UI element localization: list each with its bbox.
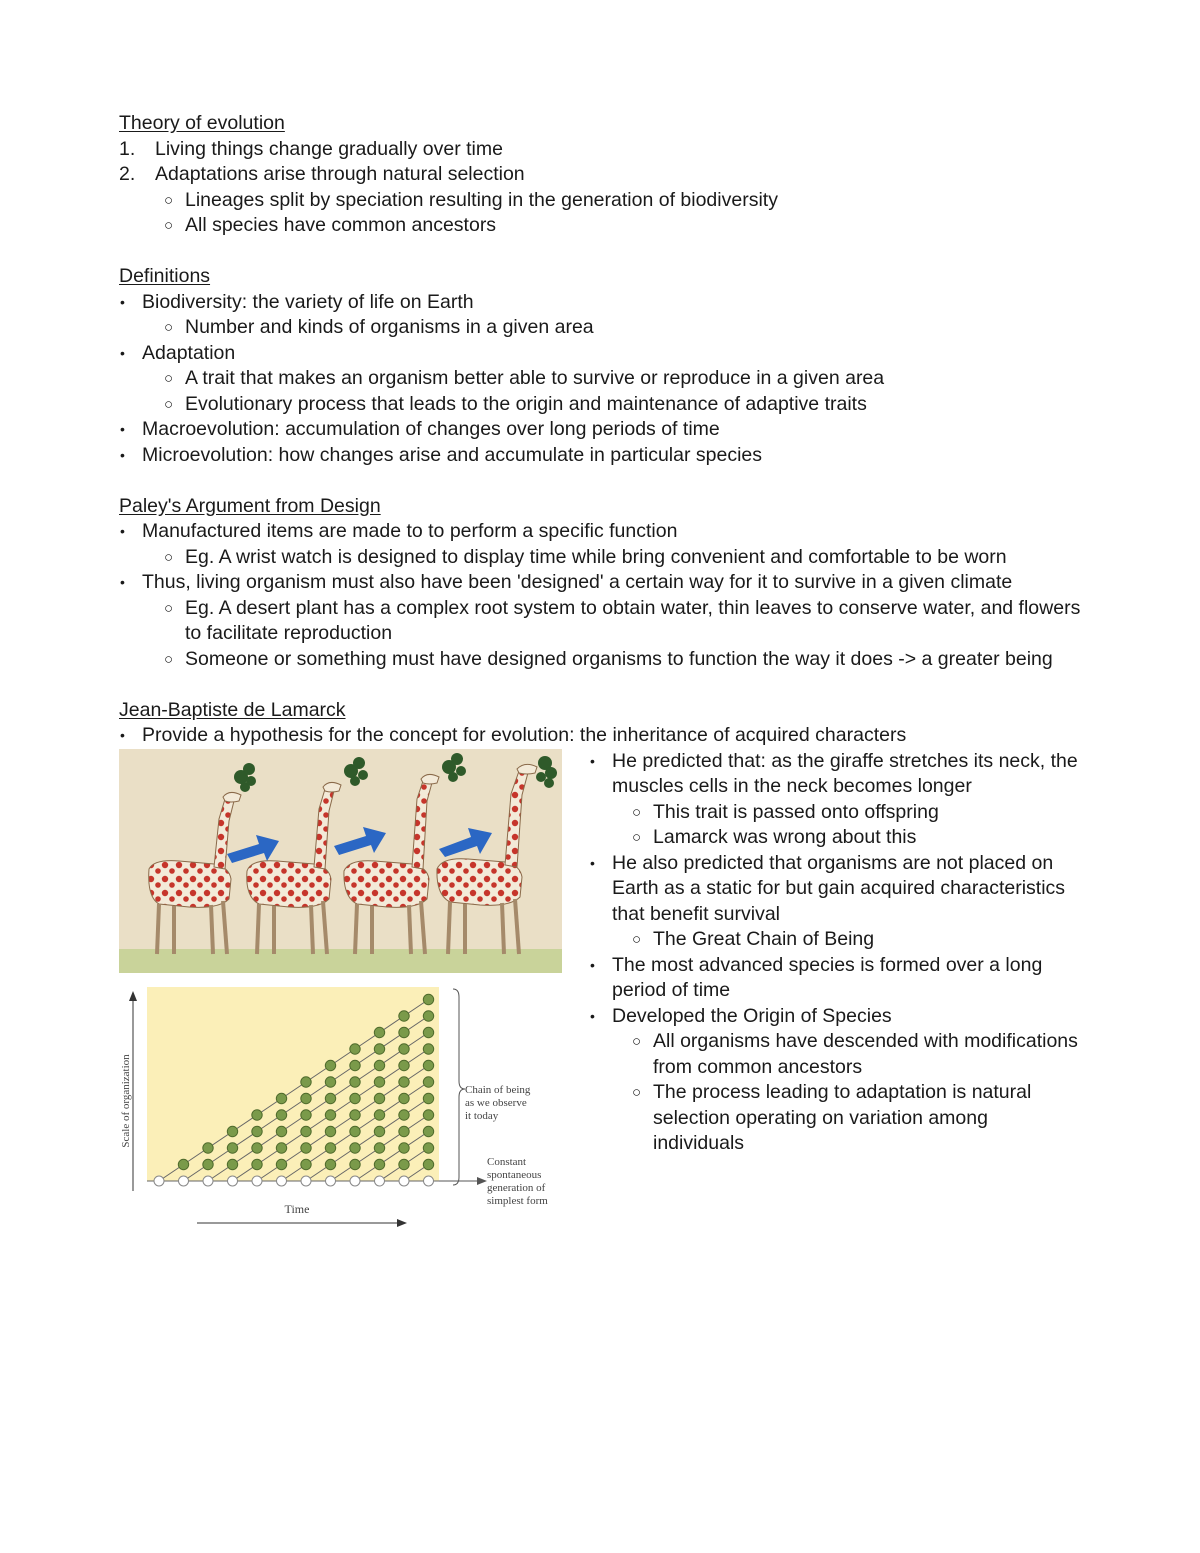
chain-node [227, 1142, 237, 1152]
chain-node [423, 1159, 433, 1169]
sub-item-text: All organisms have descended with modifications from common ancestors [653, 1030, 1078, 1078]
sub-item-text: Someone or something must have designed organisms to function the way it does -> a greater being [185, 647, 1053, 670]
chain-node [399, 1060, 409, 1070]
sub-item [164, 545, 1089, 571]
chain-node [203, 1176, 213, 1186]
y-axis-arrow-icon [129, 991, 137, 1001]
chain-node [252, 1176, 262, 1186]
chain-node [423, 1027, 433, 1037]
circle-bullet-icon: ○ [164, 395, 174, 413]
chain-node [252, 1126, 262, 1136]
sub-item [632, 927, 1079, 953]
chain-node [350, 1076, 360, 1086]
circle-bullet-icon: ○ [164, 599, 174, 617]
chain-node [252, 1142, 262, 1152]
bullet-item [589, 953, 1079, 1004]
bullet-text: The most advanced species is formed over a long period of time [612, 953, 1043, 1001]
blue-arrow-icon [227, 835, 279, 863]
bullet-item [119, 723, 1089, 749]
chain-node [399, 1109, 409, 1119]
sub-item [632, 800, 1079, 826]
chain-node [374, 1093, 384, 1103]
chain-node [325, 1126, 335, 1136]
blue-arrow-icon [439, 828, 492, 857]
foliage-icon [234, 753, 557, 792]
circle-bullet-icon: ○ [164, 191, 174, 209]
chain-node [301, 1176, 311, 1186]
chain-of-being-diagram [119, 981, 569, 1233]
heading-definitions: Definitions [119, 265, 211, 287]
sub-item [632, 1029, 1079, 1080]
chain-node [374, 1109, 384, 1119]
chain-node [301, 1076, 311, 1086]
annotation-chain-line1: Chain of being [465, 1083, 531, 1096]
circle-bullet-icon: ○ [164, 650, 174, 668]
chain-node [374, 1043, 384, 1053]
bullet-icon: • [120, 446, 125, 463]
sub-item-text: Eg. A desert plant has a complex root system to obtain water, thin leaves to conserve water, and flowers to facilitate reproduction [185, 596, 1081, 644]
sub-item-text: Lineages split by speciation resulting in the generation of biodiversity [185, 188, 778, 211]
sub-item-text: Number and kinds of organisms in a given area [185, 316, 594, 338]
chain-node [399, 1043, 409, 1053]
chain-node [301, 1159, 311, 1169]
circle-bullet-icon: ○ [164, 370, 174, 387]
chain-node [301, 1142, 311, 1152]
chain-node [350, 1093, 360, 1103]
grass-strip [119, 949, 562, 973]
giraffe-figure [149, 792, 241, 954]
diagram-background [147, 987, 439, 1181]
chain-node [399, 1076, 409, 1086]
bullet-item [119, 341, 1089, 367]
chain-node [374, 1142, 384, 1152]
chain-node [399, 1010, 409, 1020]
chain-of-being-svg [119, 981, 569, 1233]
chain-bracket [453, 989, 465, 1185]
bullet-text: He predicted that: as the giraffe stretches its neck, the muscles cells in the neck becomes longer [612, 749, 1078, 797]
sub-item-text: This trait is passed onto offspring [653, 800, 939, 823]
heading-theory-of-evolution: Theory of evolution [119, 112, 285, 134]
chain-node [399, 1176, 409, 1186]
sub-item-text: A trait that makes an organism better able to survive or reproduce in a given area [185, 367, 885, 389]
lamarck-figures-row [119, 749, 1089, 1249]
circle-bullet-icon: ○ [164, 319, 174, 336]
heading-paleys-argument: Paley's Argument from Design [119, 494, 381, 517]
annotation-generation-line4: simplest form [487, 1194, 548, 1207]
sub-item [164, 392, 1089, 418]
sub-item [164, 366, 1089, 392]
bullet-icon: • [120, 727, 125, 743]
circle-bullet-icon: ○ [164, 548, 174, 566]
bullet-text: Microevolution: how changes arise and accumulate in particular species [142, 443, 762, 466]
bullet-text: Developed the Origin of Species [612, 1004, 892, 1027]
chain-node [423, 1109, 433, 1119]
chain-node [423, 1010, 433, 1020]
sub-item [164, 647, 1089, 673]
chain-node [301, 1109, 311, 1119]
blue-arrow-icon [334, 827, 386, 855]
chain-node [325, 1060, 335, 1070]
circle-bullet-icon: ○ [164, 217, 174, 234]
sub-item [164, 213, 1089, 239]
chain-node [276, 1126, 286, 1136]
chain-node [424, 1176, 434, 1186]
chain-node [325, 1142, 335, 1152]
circle-bullet-icon: ○ [632, 829, 642, 846]
bullet-item [119, 570, 1089, 596]
bullet-icon: • [590, 854, 595, 871]
chain-node [277, 1176, 287, 1186]
y-axis-label: Scale of organization [120, 1053, 132, 1148]
giraffe-figure [247, 782, 341, 954]
bullet-icon: • [120, 421, 125, 437]
chain-node [276, 1142, 286, 1152]
chain-node [276, 1159, 286, 1169]
chain-node [325, 1076, 335, 1086]
chain-node [374, 1076, 384, 1086]
chain-node [350, 1159, 360, 1169]
chain-node [350, 1176, 360, 1186]
bullet-text: Macroevolution: accumulation of changes over long periods of time [142, 418, 720, 440]
chain-node [227, 1126, 237, 1136]
chain-node [399, 1159, 409, 1169]
document-content [119, 111, 1089, 1249]
number-marker: 1. [119, 137, 136, 160]
chain-node [423, 1142, 433, 1152]
bullet-text: Thus, living organism must also have been 'designed' a certain way for it to survive in a given climate [142, 571, 1013, 593]
sub-item [164, 596, 1089, 647]
chain-node [375, 1176, 385, 1186]
sub-item-text: The Great Chain of Being [653, 928, 875, 950]
annotation-chain-line3: it today [465, 1109, 499, 1122]
chain-node [178, 1159, 188, 1169]
chain-node [423, 1076, 433, 1086]
sub-item [164, 188, 1089, 214]
bullet-item [119, 519, 1089, 545]
giraffe-figure [344, 774, 439, 954]
circle-bullet-icon: ○ [632, 1084, 642, 1101]
sub-item-text: Lamarck was wrong about this [653, 826, 917, 848]
numbered-item [119, 162, 1089, 188]
chain-node [154, 1176, 164, 1186]
bullet-text: Provide a hypothesis for the concept for evolution: the inheritance of acquired characters [142, 724, 907, 746]
chain-node [179, 1176, 189, 1186]
x-axis-label: Time [284, 1201, 310, 1216]
chain-node [423, 1093, 433, 1103]
chain-node [423, 1043, 433, 1053]
chain-node [350, 1060, 360, 1070]
chain-node [301, 1093, 311, 1103]
bullet-item [119, 443, 1089, 469]
giraffe-illustration [119, 749, 562, 973]
annotation-generation-line3: generation of [487, 1181, 546, 1194]
bullet-icon: • [120, 344, 125, 361]
x-axis-arrow-icon [397, 1219, 407, 1227]
chain-node [374, 1060, 384, 1070]
bullet-item [589, 851, 1079, 928]
chain-node [350, 1109, 360, 1119]
sub-item-text: The process leading to adaptation is natural selection operating on variation among individuals [653, 1081, 1032, 1154]
bullet-text: Manufactured items are made to to perform a specific function [142, 520, 678, 542]
sub-item-text: Evolutionary process that leads to the origin and maintenance of adaptive traits [185, 392, 867, 415]
lamarck-notes-column [589, 749, 1079, 1157]
circle-bullet-icon: ○ [632, 931, 642, 948]
chain-node [350, 1142, 360, 1152]
bullet-text: Biodiversity: the variety of life on Earth [142, 290, 474, 313]
chain-node [423, 1060, 433, 1070]
chain-node [350, 1126, 360, 1136]
chain-node [350, 1043, 360, 1053]
chain-node [325, 1093, 335, 1103]
chain-node [252, 1109, 262, 1119]
chain-node [326, 1176, 336, 1186]
numbered-item [119, 137, 1089, 163]
chain-node [423, 994, 433, 1004]
chain-node [301, 1126, 311, 1136]
giraffe-illustration-svg [119, 749, 562, 973]
chain-node [227, 1159, 237, 1169]
chain-node [374, 1159, 384, 1169]
chain-node [399, 1126, 409, 1136]
bullet-icon: • [590, 956, 595, 973]
chain-node [399, 1027, 409, 1037]
annotation-generation-line1: Constant [487, 1155, 527, 1168]
generation-arrow-icon [477, 1177, 487, 1185]
giraffe-figure [437, 764, 537, 954]
sub-item-text: All species have common ancestors [185, 214, 497, 236]
annotation-chain-line2: as we observe [465, 1096, 527, 1109]
chain-node [399, 1093, 409, 1103]
sub-item [632, 825, 1079, 851]
sub-item-text: Eg. A wrist watch is designed to display time while bring convenient and comfortable to be worn [185, 545, 1007, 568]
bullet-icon: • [590, 752, 595, 769]
bullet-text: He also predicted that organisms are not placed on Earth as a static for but gain acquired characteristics that benefit survival [612, 851, 1066, 925]
bullet-item [589, 749, 1079, 800]
chain-node [374, 1027, 384, 1037]
bullet-icon: • [120, 523, 125, 539]
chain-node [203, 1159, 213, 1169]
circle-bullet-icon: ○ [632, 1033, 642, 1050]
sub-item [632, 1080, 1079, 1157]
chain-node [325, 1109, 335, 1119]
bullet-item [119, 417, 1089, 443]
chain-node [325, 1159, 335, 1169]
chain-node [276, 1109, 286, 1119]
chain-node [399, 1142, 409, 1152]
annotation-generation-line2: spontaneous [487, 1168, 542, 1181]
number-marker: 2. [119, 163, 136, 185]
chain-node [423, 1126, 433, 1136]
bullet-item [589, 1004, 1079, 1030]
chain-node [203, 1142, 213, 1152]
bullet-text: Adaptation [142, 341, 236, 364]
chain-node [228, 1176, 238, 1186]
bullet-item [119, 290, 1089, 316]
sub-item [164, 315, 1089, 341]
bullet-icon: • [120, 574, 125, 590]
chain-node [374, 1126, 384, 1136]
numbered-item-text: Living things change gradually over time [155, 137, 503, 160]
circle-bullet-icon: ○ [632, 803, 642, 821]
heading-lamarck: Jean-Baptiste de Lamarck [119, 698, 346, 721]
chain-node [276, 1093, 286, 1103]
bullet-icon: • [590, 1007, 595, 1024]
numbered-item-text: Adaptations arise through natural selection [155, 163, 525, 185]
bullet-icon: • [120, 293, 125, 310]
chain-node [252, 1159, 262, 1169]
